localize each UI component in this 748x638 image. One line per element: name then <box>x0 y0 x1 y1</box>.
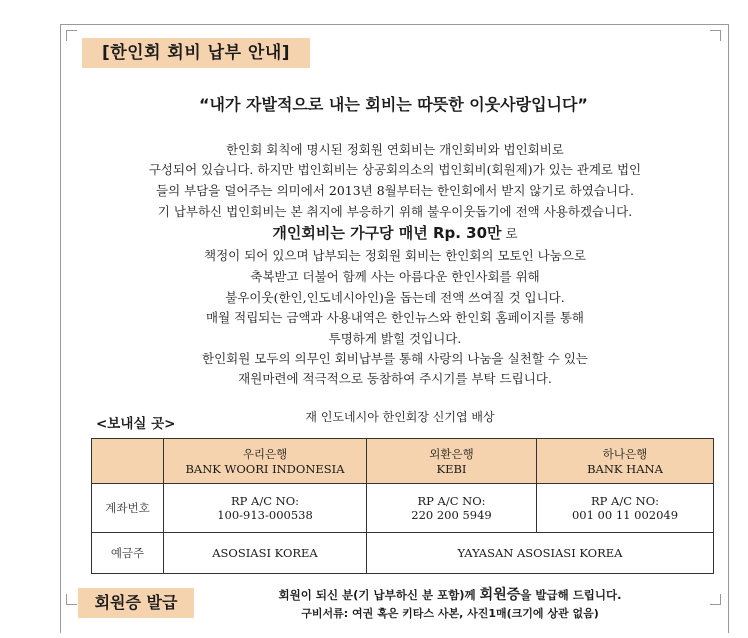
account-label-text: RP A/C NO: <box>590 494 660 508</box>
body-line-2: 축복받고 더불어 함께 사는 아름다운 한인사회를 위해 <box>250 269 540 284</box>
fee-line <box>70 222 720 243</box>
corner-mark-bottom-left <box>66 594 77 605</box>
account-label-text: RP A/C NO: <box>417 494 486 508</box>
body-line-1: 책정이 되어 있으며 납부되는 정회원 회비는 한인회의 모토인 나눔으로 <box>204 248 586 263</box>
account-woori <box>164 484 367 533</box>
intro-line-3: 들의 부담을 덜어주는 의미에서 2013년 8월부터는 한인회에서 받지 않기로 하였습니다. <box>156 183 634 198</box>
corner-mark-bottom-right <box>710 594 721 605</box>
account-kebi <box>367 484 537 533</box>
account-row <box>92 484 714 533</box>
bank-name: 외환은행 <box>429 447 474 461</box>
corner-mark-top-right <box>710 30 721 41</box>
bank-english-name: KEBI <box>436 462 467 476</box>
membership-card-word: 회원증 <box>479 587 521 603</box>
corner-cell <box>92 439 164 484</box>
holder-label: 예금주 <box>92 533 164 574</box>
account-label-text: RP A/C NO: <box>230 494 300 508</box>
bank-header-row <box>92 439 714 484</box>
intro-line-4: 기 납부하신 법인회비는 본 취지에 부응하기 위해 불우이웃돕기에 전액 사용하겠습니다. <box>157 204 633 219</box>
fee-suffix: 로 <box>501 226 518 241</box>
holder-row <box>92 533 714 574</box>
fee-highlight: 개인회비는 가구당 매년 Rp. 30만 <box>272 224 502 242</box>
bank-english-name: BANK WOORI INDONESIA <box>185 462 345 476</box>
intro-line-1: 한인회 회칙에 명시된 정회원 연회비는 개인회비와 법인회비로 <box>226 142 564 157</box>
page-title: [한인회 회비 납부 안내] <box>82 38 310 68</box>
bank-kebi <box>367 439 537 484</box>
body-line-3: 불우이웃(한인,인도네시아인)을 돕는데 전액 쓰여질 것 입니다. <box>225 290 565 305</box>
corner-mark-top-left <box>66 30 77 41</box>
bank-name: 우리은행 <box>242 447 288 461</box>
account-label: 계좌번호 <box>92 484 164 533</box>
bank-hana <box>537 439 714 484</box>
account-number: 001 00 11 002049 <box>571 508 679 522</box>
account-hana <box>537 484 714 533</box>
body-line-6: 한인회원 모두의 의무인 회비납부를 통해 사랑의 나눔을 실천할 수 있는 <box>202 351 588 366</box>
send-to-title: <보내실 곳> <box>96 416 176 432</box>
membership-line-1-post: 을 발급해 드립니다. <box>520 588 622 602</box>
body-line-4: 매월 적립되는 금액과 사용내역은 한인뉴스와 한인회 홈페이지를 통해 <box>206 310 584 325</box>
intro-line-2: 구성되어 있습니다. 하지만 법인회비는 상공회의소의 법인회비(회원제)가 있는 관계로 법인 <box>148 162 642 177</box>
bank-woori <box>164 439 367 484</box>
membership-title: 회원증 발급 <box>78 588 194 618</box>
holder-others: YAYASAN ASOSIASI KOREA <box>367 533 714 574</box>
bank-english-name: BANK HANA <box>587 462 663 476</box>
bank-name: 하나은행 <box>602 447 648 461</box>
slogan: “내가 자발적으로 내는 회비는 따뜻한 이웃사랑입니다” <box>199 95 588 114</box>
account-number: 100-913-000538 <box>217 508 313 522</box>
account-number: 220 200 5949 <box>411 508 492 522</box>
signature: 재 인도네시아 한인회장 신기엽 배상 <box>305 410 495 424</box>
bank-table <box>91 438 714 574</box>
holder-woori: ASOSIASI KOREA <box>164 533 367 574</box>
body-line-7: 재원마련에 적극적으로 동참하여 주시기를 부탁 드립니다. <box>238 371 552 386</box>
membership-line-1 <box>200 584 700 604</box>
body-line-5: 투명하게 밝힐 것입니다. <box>328 331 462 346</box>
membership-line-1-pre: 회원이 되신 분(기 납부하신 분 포함)께 <box>278 588 480 602</box>
membership-line-2: 구비서류: 여권 혹은 키타스 사본, 사진1매(크기에 상관 없음) <box>301 607 599 620</box>
